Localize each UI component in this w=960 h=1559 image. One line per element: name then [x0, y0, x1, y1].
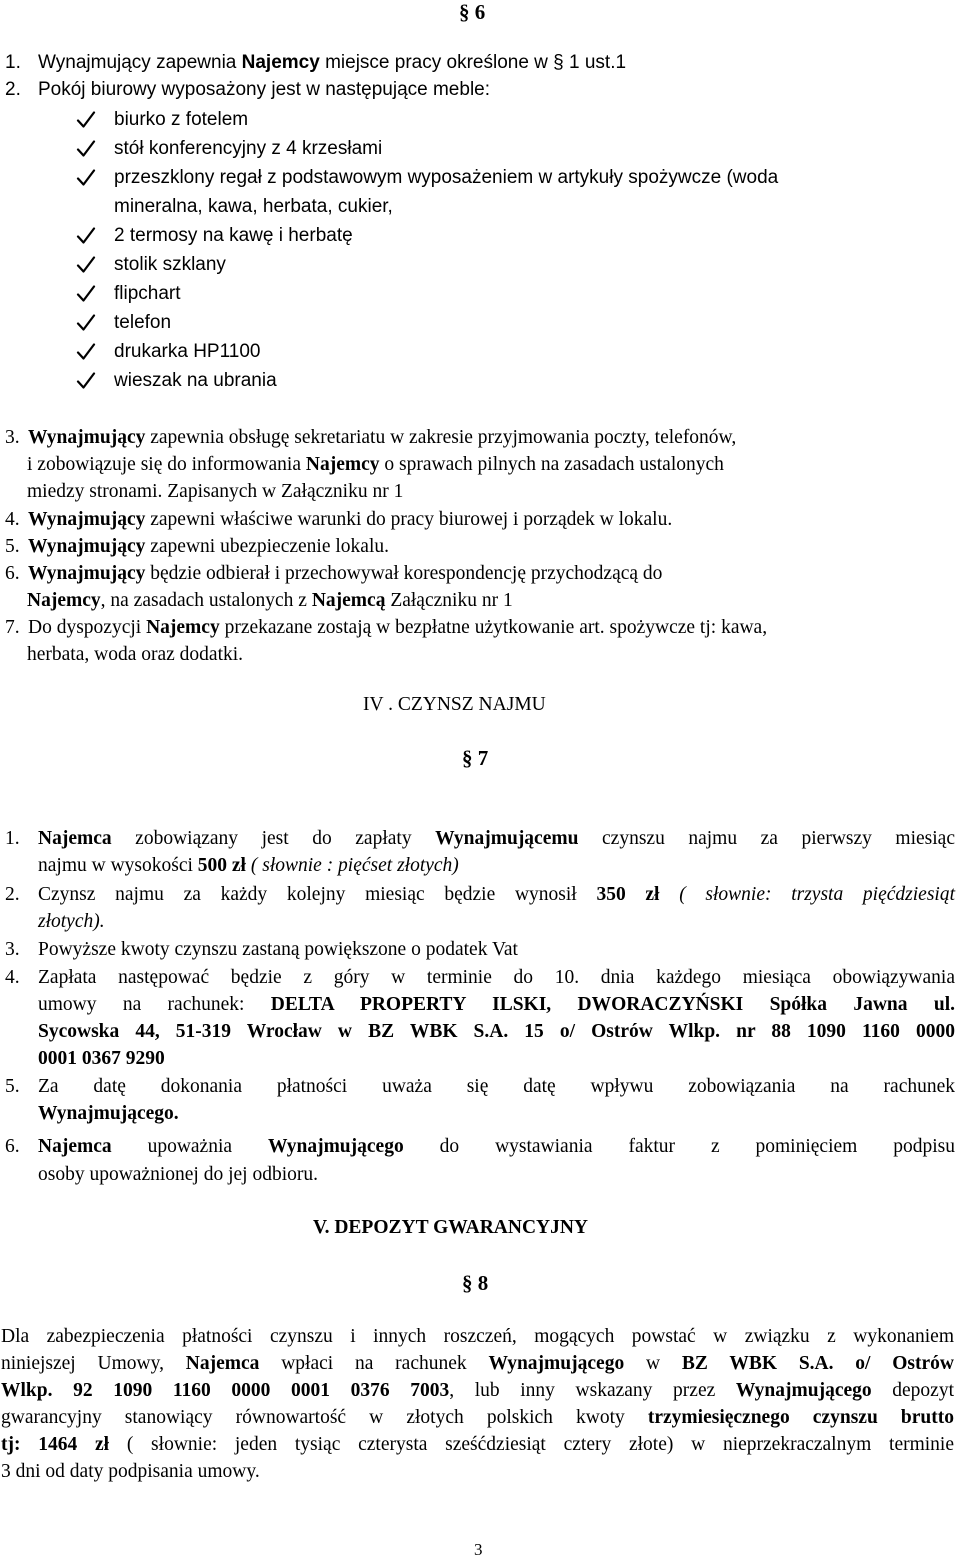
- item-number: 1.: [5, 828, 20, 849]
- text-run: i zobowiązuje się do informowania: [27, 454, 306, 475]
- text-run: niniejszej Umowy,: [1, 1353, 186, 1374]
- text-run: wpłaci na rachunek: [259, 1353, 489, 1374]
- text-run: do wystawiania faktur z pominięciem podpisu: [403, 1136, 955, 1157]
- furniture-item: flipchart: [114, 283, 181, 304]
- furniture-item: stół konferencyjny z 4 krzesłami: [114, 138, 383, 159]
- paragraph-line: [38, 1165, 318, 1185]
- item-number: 6.: [5, 563, 20, 584]
- paragraph-line: [38, 1049, 165, 1069]
- bold-text: Wynajmującego: [488, 1353, 625, 1374]
- checkmark-icon: [76, 314, 98, 334]
- text-run: zobowiązany jest do zapłaty: [111, 828, 436, 849]
- bold-text: Wynajmującego: [267, 1136, 404, 1157]
- bold-text: Najemca: [38, 828, 112, 849]
- paragraph-line: [38, 1022, 955, 1042]
- italic-text: ( słownie : pięćset złotych): [250, 855, 459, 876]
- furniture-item: mineralna, kawa, herbata, cukier,: [114, 196, 393, 217]
- paragraph-line: [1, 1354, 954, 1374]
- paragraph-line: [38, 856, 459, 876]
- bold-text: Najemcą: [311, 590, 386, 611]
- text-run: , lub inny wskazany przez: [449, 1380, 736, 1401]
- bold-text: Sycowska 44, 51-319 Wrocław w BZ WBK S.A. 15 o/ Ostrów Wlkp. nr 88 1090 1160 0000: [38, 1021, 955, 1042]
- item-number: 4.: [5, 967, 20, 988]
- paragraph-line: [28, 564, 662, 584]
- paragraph-line: [1, 1408, 954, 1428]
- text-run: Wynajmujący zapewnia: [38, 52, 242, 73]
- bold-text: Wlkp. 92 1090 1160 0000 0001 0376 7003: [1, 1380, 450, 1401]
- text-run: umowy na rachunek:: [38, 994, 271, 1015]
- italic-text: złotych).: [38, 911, 105, 932]
- text-run: najmu w wysokości: [38, 855, 198, 876]
- checkmark-icon: [76, 140, 98, 160]
- checkmark-icon: [76, 111, 98, 131]
- text-run: depozyt: [871, 1380, 954, 1401]
- text-run: przekazane zostają w bezpłatne użytkowanie art. spożywcze tj: kawa,: [219, 617, 768, 638]
- text-run: Czynsz najmu za każdy kolejny miesiąc będzie wynosił: [38, 884, 597, 905]
- furniture-item: 2 termosy na kawę i herbatę: [114, 225, 353, 246]
- text-run: [659, 884, 679, 905]
- text-run: czynszu najmu za pierwszy miesiąc: [578, 828, 955, 849]
- bold-text: Najemca: [185, 1353, 260, 1374]
- checkmark-icon: [76, 227, 98, 247]
- paragraph-line: [38, 1077, 955, 1097]
- text-run: osoby upoważnionej do jej odbioru.: [38, 1164, 318, 1185]
- page-number: 3: [474, 1540, 483, 1559]
- text-run: zapewnia obsługę sekretariatu w zakresie przyjmowania poczty, telefonów,: [145, 427, 737, 448]
- text-run: ( słownie: jeden tysiąc czterysta sześćdziesiąt cztery złote) w nieprzekraczalnym terminie: [109, 1434, 954, 1455]
- paragraph-line: [1, 1381, 954, 1401]
- bold-text: Wynajmującego.: [38, 1103, 179, 1124]
- text-run: Do dyspozycji: [28, 617, 147, 638]
- bold-text: 500 zł: [197, 855, 246, 876]
- item-text: [38, 53, 626, 72]
- text-run: gwarancyjny stanowiący równowartość w złotych polskich kwoty: [1, 1407, 648, 1428]
- paragraph-line: [38, 912, 105, 932]
- item-number: 3.: [5, 939, 20, 960]
- furniture-item: biurko z fotelem: [114, 109, 249, 130]
- furniture-item: telefon: [114, 312, 172, 333]
- bold-text: Najemcy: [27, 590, 101, 611]
- text-run: Powyższe kwoty czynszu zastaną powiększone o podatek Vat: [38, 939, 518, 960]
- paragraph-line: [28, 510, 672, 530]
- paragraph-line: [38, 940, 518, 960]
- heading-iv: IV . CZYNSZ NAJMU: [363, 694, 546, 715]
- bold-text: Najemcy: [241, 52, 320, 73]
- text-run: Za datę dokonania płatności uważa się datę wpływu zobowiązania na rachunek: [38, 1076, 955, 1097]
- text-run: , na zasadach ustalonych z: [100, 590, 312, 611]
- paragraph-line: [1, 1327, 954, 1347]
- checkmark-icon: [76, 256, 98, 276]
- text-run: miejsce pracy określone w § 1 ust.1: [319, 52, 627, 73]
- item-number: 3.: [5, 427, 20, 448]
- bold-text: Wynajmującemu: [435, 828, 579, 849]
- bold-text: Najemca: [38, 1136, 112, 1157]
- checkmark-icon: [76, 372, 98, 392]
- item-number: 5.: [5, 536, 20, 557]
- item-number: 6.: [5, 1136, 20, 1157]
- text-run: Zapłata następować będzie z góry w terminie do 10. dnia każdego miesiąca obowiązywania: [38, 967, 955, 988]
- item-number: 4.: [5, 509, 20, 530]
- paragraph-line: [38, 968, 955, 988]
- item-number: 5.: [5, 1076, 20, 1097]
- heading-v: V. DEPOZYT GWARANCYJNY: [313, 1217, 589, 1238]
- text-run: Załączniku nr 1: [385, 590, 513, 611]
- paragraph-line: [38, 1137, 955, 1157]
- furniture-item: przeszklony regał z podstawowym wyposażeniem w artykuły spożywcze (woda: [114, 167, 779, 188]
- item-number: 7.: [5, 617, 20, 638]
- text-run: o sprawach pilnych na zasadach ustalonych: [379, 454, 724, 475]
- paragraph-line: [38, 995, 955, 1015]
- paragraph-line: [28, 537, 389, 557]
- furniture-item: wieszak na ubrania: [114, 370, 277, 391]
- bold-text: Najemcy: [305, 454, 380, 475]
- bold-text: Najemcy: [146, 617, 220, 638]
- paragraph-line: [38, 885, 955, 905]
- bold-text: 0001 0367 9290: [38, 1048, 165, 1069]
- bold-text: Wynajmującego: [735, 1380, 872, 1401]
- paragraph-line: [28, 618, 767, 638]
- paragraph-line: [27, 591, 513, 611]
- bold-text: tj: 1464 zł: [1, 1434, 110, 1455]
- paragraph-line: [38, 829, 955, 849]
- bold-text: BZ WBK S.A. o/ Ostrów: [681, 1353, 954, 1374]
- bold-text: Wynajmujący: [28, 563, 146, 584]
- bold-text: trzymiesięcznego czynszu brutto: [647, 1407, 954, 1428]
- furniture-item: stolik szklany: [114, 254, 226, 275]
- text-run: zapewni właściwe warunki do pracy biurowej i porządek w lokalu.: [145, 509, 673, 530]
- paragraph-line: [1, 1435, 954, 1455]
- paragraph-line: [27, 645, 243, 665]
- paragraph-line: [27, 482, 403, 502]
- paragraph-line: [28, 428, 736, 448]
- item-text: Pokój biurowy wyposażony jest w następujące meble:: [38, 79, 491, 100]
- text-run: miedzy stronami. Zapisanych w Załączniku nr 1: [27, 481, 404, 502]
- text-run: upoważnia: [111, 1136, 268, 1157]
- text-run: 3 dni od daty podpisania umowy.: [1, 1461, 260, 1482]
- text-run: w: [624, 1353, 682, 1374]
- item-number: 2.: [5, 79, 21, 100]
- text-run: zapewni ubezpieczenie lokalu.: [145, 536, 389, 557]
- text-run: herbata, woda oraz dodatki.: [27, 644, 244, 665]
- checkmark-icon: [76, 285, 98, 305]
- paragraph-line: [27, 455, 724, 475]
- furniture-item: drukarka HP1100: [114, 341, 261, 362]
- bold-text: Wynajmujący: [28, 427, 146, 448]
- bold-text: Wynajmujący: [28, 509, 146, 530]
- item-number: 2.: [5, 884, 20, 905]
- italic-text: ( słownie: trzysta pięćdziesiąt: [679, 884, 955, 905]
- checkmark-icon: [76, 343, 98, 363]
- item-number: 1.: [5, 52, 21, 73]
- section-6-heading: § 6: [459, 0, 486, 24]
- bold-text: DELTA PROPERTY ILSKI, DWORACZYŃSKI Spółka Jawna ul.: [270, 994, 955, 1015]
- text-run: Dla zabezpieczenia płatności czynszu i innych roszczeń, mogących powstać w związku z wykonaniem: [1, 1326, 954, 1347]
- paragraph-line: [1, 1462, 260, 1482]
- paragraph-line: [38, 1104, 179, 1124]
- checkmark-icon: [76, 169, 98, 189]
- section-7-heading: § 7: [462, 746, 489, 770]
- bold-text: 350 zł: [596, 884, 660, 905]
- bold-text: Wynajmujący: [28, 536, 146, 557]
- section-8-heading: § 8: [462, 1271, 489, 1295]
- text-run: będzie odbierał i przechowywał korespondencję przychodzącą do: [145, 563, 663, 584]
